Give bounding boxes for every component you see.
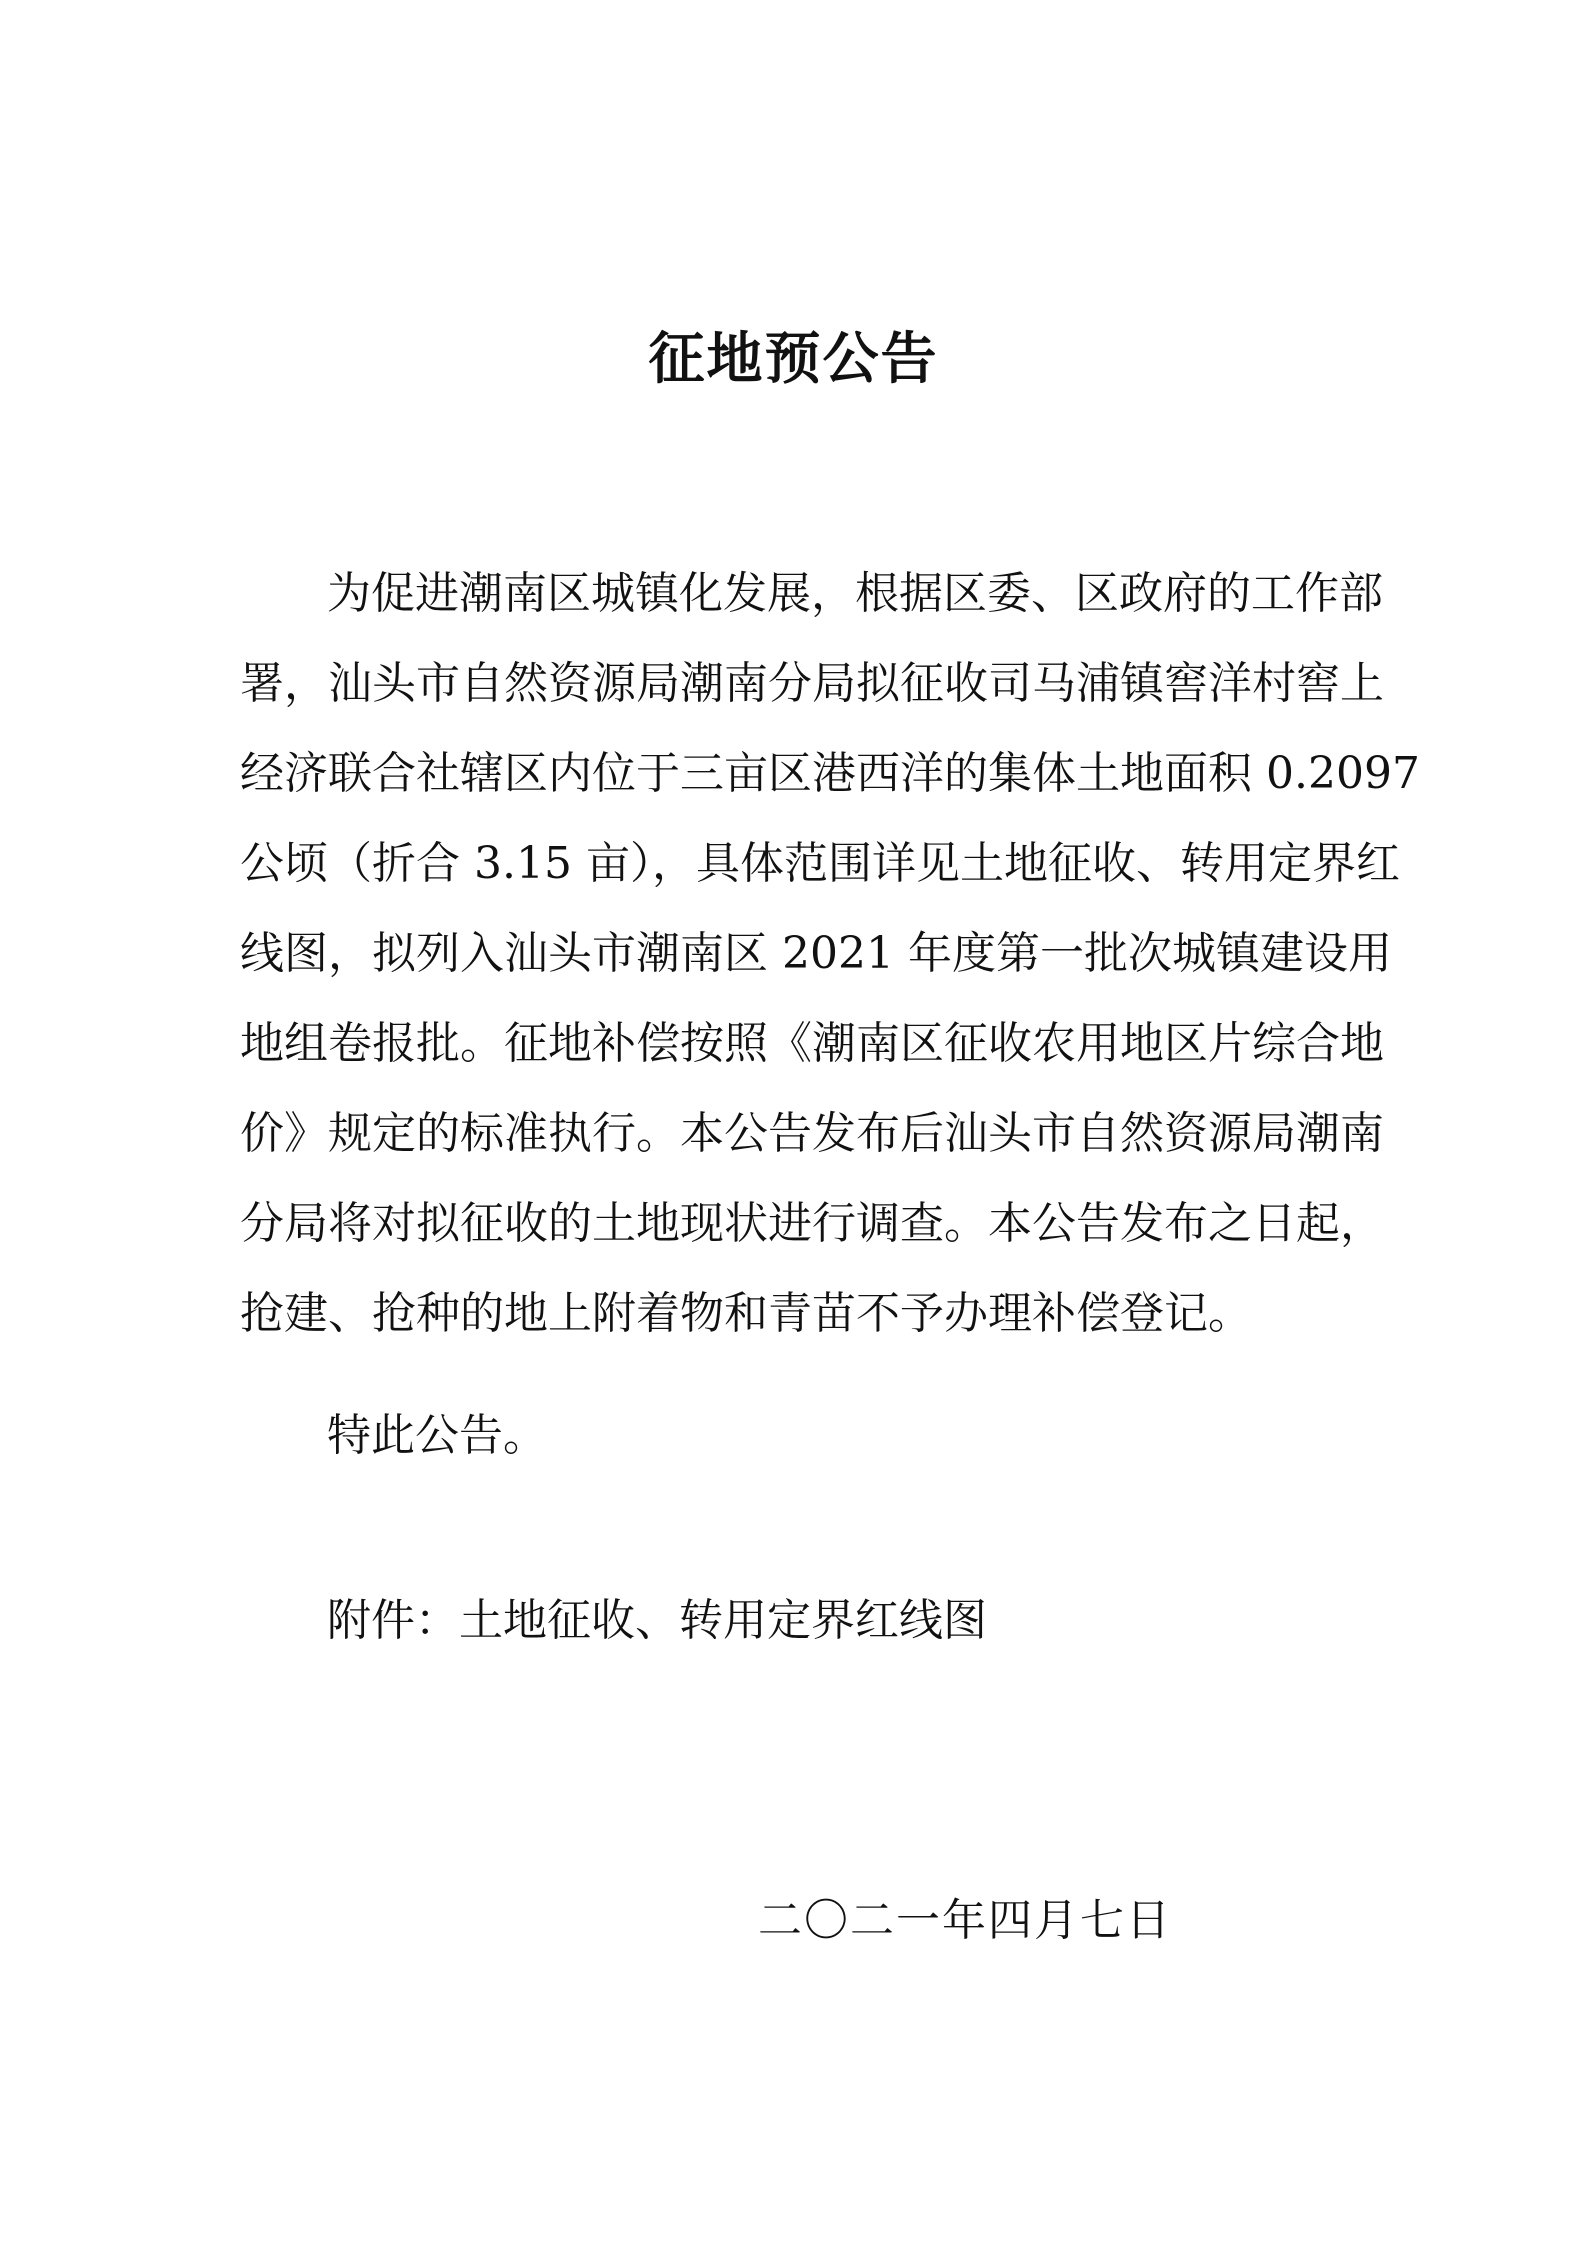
body-line-8: 分局将对拟征收的土地现状进行调查。本公告发布之日起， — [240, 1198, 1384, 1249]
body-line-1: 为促进潮南区城镇化发展，根据区委、区政府的工作部 — [327, 568, 1383, 619]
body-line-9: 抢建、抢种的地上附着物和青苗不予办理补偿登记。 — [240, 1288, 1252, 1339]
body-line-7: 价》规定的标准执行。本公告发布后汕头市自然资源局潮南 — [240, 1108, 1384, 1159]
body-line-2: 署，汕头市自然资源局潮南分局拟征收司马浦镇窖洋村窖上 — [240, 658, 1384, 709]
notice-date: 二〇二一年四月七日 — [758, 1895, 1172, 1946]
closing-text: 特此公告。 — [327, 1410, 547, 1461]
notice-title: 征地预公告 — [648, 327, 939, 392]
attachment-text: 附件：土地征收、转用定界红线图 — [327, 1595, 987, 1646]
body-line-3: 经济联合社辖区内位于三亩区港西洋的集体土地面积 0.2097 — [240, 748, 1420, 799]
body-line-6: 地组卷报批。征地补偿按照《潮南区征收农用地区片综合地 — [240, 1018, 1384, 1069]
body-line-5: 线图，拟列入汕头市潮南区 2021 年度第一批次城镇建设用 — [240, 928, 1392, 979]
body-line-4: 公顷（折合 3.15 亩），具体范围详见土地征收、转用定界红 — [240, 838, 1400, 889]
